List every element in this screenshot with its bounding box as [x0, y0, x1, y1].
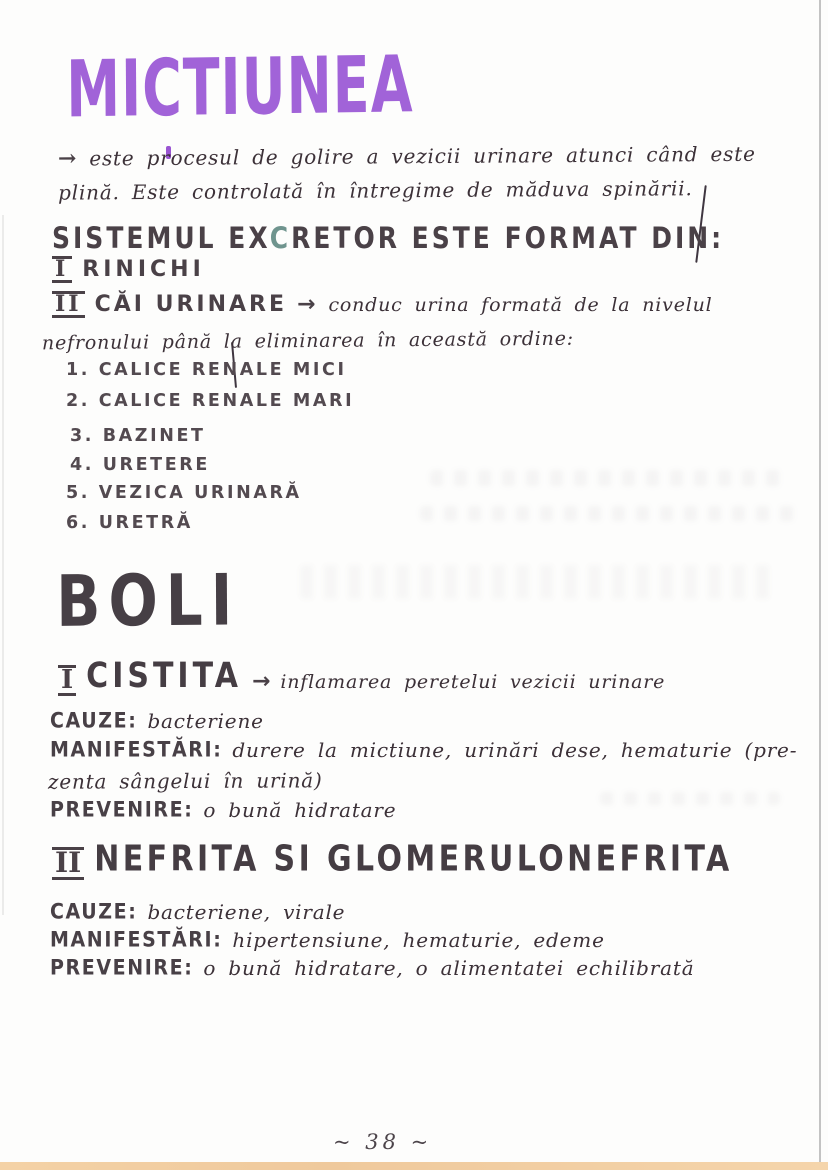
intro-paragraph — [58, 136, 818, 209]
roman-numeral-one: I — [58, 665, 76, 696]
heading-part: SISTEMUL EX — [52, 221, 270, 256]
prevenire-value: o bună hidratare, o alimentatei echilibrată — [203, 956, 695, 980]
prevenire-value: o bună hidratare — [203, 798, 397, 822]
list-item: 2. CALICE RENALE MARI — [66, 391, 355, 411]
page-number: ~ 38 ~ — [333, 1130, 433, 1154]
cai-urinare-note-cont: nefronului până la eliminarea în această ordine: — [41, 327, 575, 355]
arrow-icon: → — [297, 292, 319, 317]
manifestari-value: durere la mictiune, urinări dese, hematurie (pre- — [232, 738, 798, 762]
bleed-through-text — [600, 792, 780, 805]
excretor-item-cai-urinare — [52, 288, 713, 322]
field-label-prevenire: PREVENIRE: — [50, 955, 194, 980]
cistita-manifestari-row — [50, 733, 797, 767]
field-label-manifestari: MANIFESTĂRI: — [50, 927, 223, 952]
bleed-through-text — [300, 565, 770, 599]
roman-numeral-one: I — [52, 256, 72, 283]
disease-heading-nefrita — [52, 838, 733, 880]
list-item: 4. URETERE — [70, 455, 210, 475]
bleed-through-text — [430, 470, 790, 486]
cistita-prevenire-row — [50, 793, 396, 827]
cauze-value: bacteriene — [147, 709, 264, 733]
page-edge-shadow-left — [2, 215, 4, 915]
disease-heading-cistita — [58, 655, 666, 699]
list-item: 6. URETRĂ — [66, 513, 193, 533]
item-label: CĂI URINARE — [94, 292, 288, 317]
list-item: 3. BAZINET — [70, 426, 206, 446]
field-label-cauze: CAUZE: — [50, 708, 138, 733]
section-heading-boli: BOLI — [56, 558, 241, 643]
section-heading-excretor — [52, 221, 724, 255]
cai-urinare-note: conduc urina formată de la nivelul — [328, 294, 713, 316]
arrow-icon: → — [57, 145, 78, 172]
intro-line1: este procesul de golire a vezicii urinare atunci când este — [89, 141, 756, 171]
roman-numeral-two: II — [52, 847, 84, 880]
list-item: 5. VEZICA URINARĂ — [66, 483, 302, 503]
list-item: 1. CALICE RENALE MICI — [66, 360, 347, 380]
disease-name: CISTITA — [86, 655, 242, 696]
disease-name: NEFRITA SI GLOMERULONEFRITA — [94, 838, 733, 880]
disease-definition: inflamarea peretelui vezicii urinare — [280, 671, 666, 693]
field-label-prevenire: PREVENIRE: — [50, 797, 194, 822]
bleed-through-text — [420, 506, 800, 521]
manifestari-value: hipertensiune, hematurie, edeme — [232, 928, 605, 952]
intro-line2: plină. Este controlată în întregime de măduva spinării. — [58, 176, 693, 205]
page-title: MICTIUNEA — [66, 38, 414, 136]
scan-bottom-edge — [0, 1162, 828, 1170]
nefrita-prevenire-row — [50, 951, 694, 985]
arrow-icon: → — [251, 669, 271, 694]
roman-numeral-two: II — [52, 291, 85, 318]
page-edge-shadow-right — [819, 0, 821, 1170]
cauze-value: bacteriene, virale — [147, 900, 346, 924]
manifestari-value-continuation: zenta sângelui în urină) — [47, 768, 323, 794]
heading-letter-c-teal: C — [269, 221, 292, 256]
field-label-cauze: CAUZE: — [50, 899, 138, 924]
item-label: RINICHI — [82, 257, 205, 282]
field-label-manifestari: MANIFESTĂRI: — [50, 737, 223, 762]
excretor-item-rinichi — [52, 256, 205, 283]
heading-part: RETOR ESTE FORMAT DIN: — [291, 221, 725, 256]
